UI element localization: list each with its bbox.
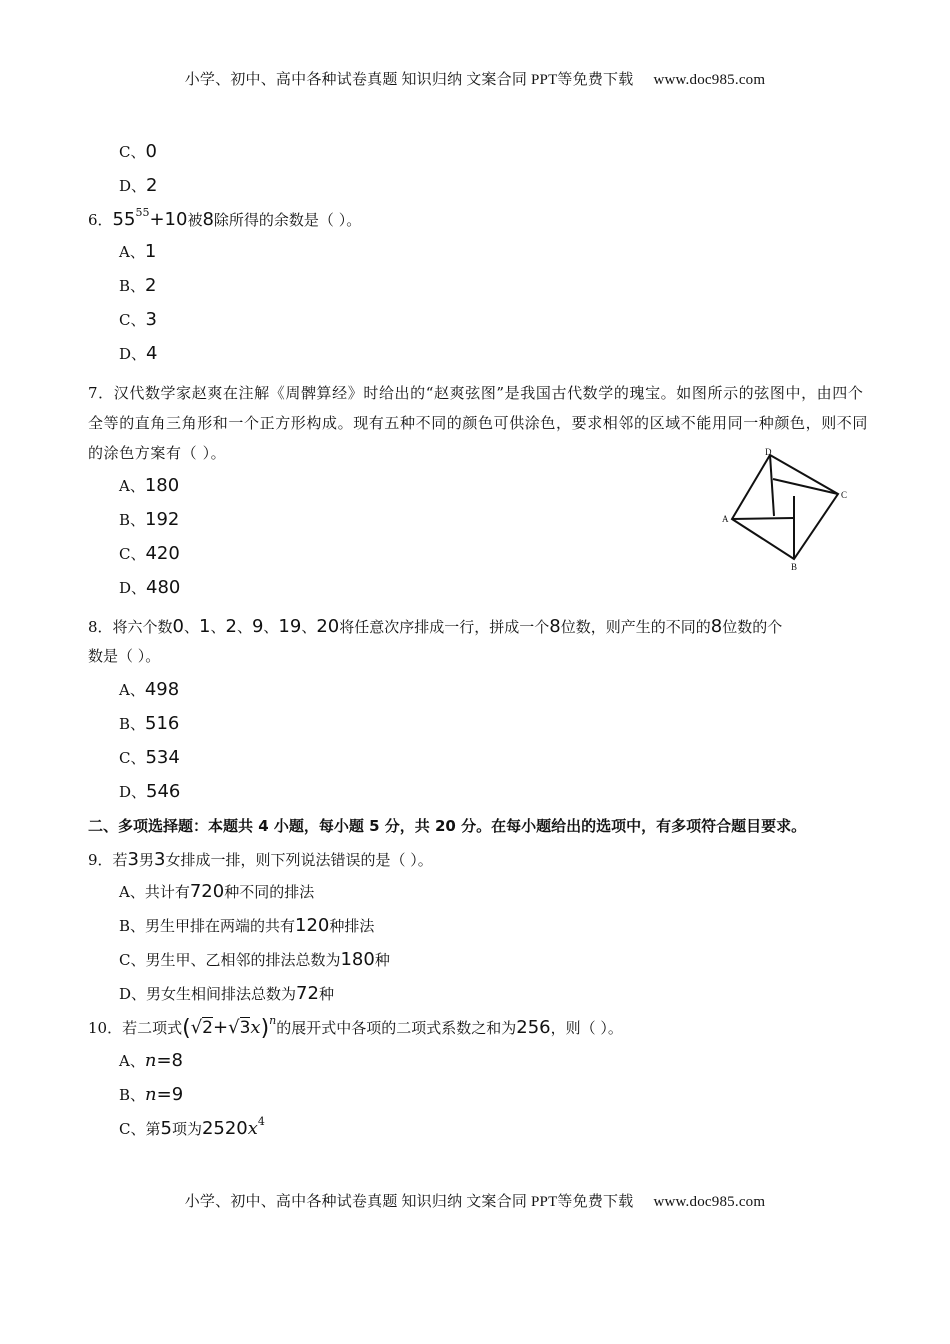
footer-site[interactable]: www.doc985.com: [653, 1194, 766, 1210]
inner-line-a: [732, 518, 794, 519]
q9-option-d: D、男女生相间排法总数为72种: [119, 983, 334, 1004]
q9-stem: 9．若3男3女排成一排，则下列说法错误的是（ ）。: [88, 849, 433, 870]
q9-option-b: B、男生甲排在两端的共有120种排法: [119, 915, 375, 936]
header-text: 小学、初中、高中各种试卷真题 知识归纳 文案合同 PPT等免费下载: [184, 72, 634, 88]
q8-option-d: D、546: [119, 781, 181, 802]
question-content: [88, 142, 868, 1153]
page-header: [0, 68, 950, 89]
zhao-shuang-diagram: [718, 446, 858, 576]
q10-option-a: A、n=8: [119, 1050, 183, 1071]
q7-option-d: D、480: [119, 577, 181, 598]
q5-option-c: C、0: [119, 141, 157, 162]
q10-stem: 10．若二项式$(√2+√3x)^n$的展开式中各项的二项式系数之和为256，则（ ）。: [88, 1014, 623, 1041]
q8-option-b: B、516: [119, 713, 180, 734]
q10-option-c: C、第5项为$2520x^4$: [119, 1115, 265, 1139]
q8-stem: 8．将六个数0、1、2、9、19、20将任意次序排成一行，拼成一个8位数，则产生的不同的8位数的个: [88, 616, 783, 637]
q10-option-b: B、n=9: [119, 1084, 184, 1105]
page-footer: [0, 1190, 950, 1211]
q7-stem: 7．汉代数学家赵爽在注解《周髀算经》时给出的“赵爽弦图”是我国古代数学的瑰宝。如图所示的弦图中，由四个全等的直角三角形和一个正方形构成。现有五种不同的颜色可供涂色，要求相邻的区域不能用同一种颜色，则不同的涂色方案有（ ）。: [88, 384, 869, 462]
q6-option-b: B、2: [119, 275, 157, 296]
inner-line-c: [773, 479, 838, 494]
label-b: B: [791, 562, 798, 572]
q9-option-c: C、男生甲、乙相邻的排法总数为180种: [119, 949, 390, 970]
header-site[interactable]: www.doc985.com: [653, 72, 766, 88]
q6-option-a: A、1: [119, 241, 157, 262]
q5-option-d: D、2: [119, 175, 158, 196]
inner-line-d: [770, 455, 774, 516]
q8-stem-line2: 数是（ ）。: [88, 647, 161, 665]
footer-text: 小学、初中、高中各种试卷真题 知识归纳 文案合同 PPT等免费下载: [184, 1194, 634, 1210]
label-a: A: [722, 514, 729, 524]
q6-option-d: D、4: [119, 343, 158, 364]
label-d: D: [765, 447, 772, 457]
q7-option-b: B、192: [119, 509, 180, 530]
label-c: C: [841, 490, 848, 500]
q7-option-c: C、420: [119, 543, 180, 564]
q6-option-c: C、3: [119, 309, 157, 330]
q7-option-a: A、180: [119, 475, 180, 496]
q8-option-c: C、534: [119, 747, 180, 768]
outer-square: [732, 455, 838, 559]
q6-stem: 6．$55^{55}+10$被8除所得的余数是（ ）。: [88, 206, 362, 230]
section-heading: 二、多项选择题：本题共 4 小题，每小题 5 分，共 20 分。在每小题给出的选项中，有多项符合题目要求。: [88, 817, 807, 835]
q8-option-a: A、498: [119, 679, 180, 700]
q9-option-a: A、共计有720种不同的排法: [119, 881, 315, 902]
